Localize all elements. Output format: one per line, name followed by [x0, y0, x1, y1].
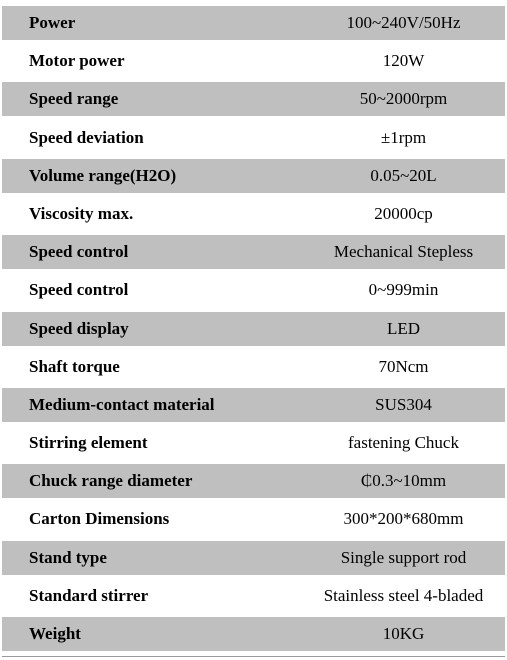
spec-value: Single support rod — [340, 547, 467, 567]
spec-label: Stirring element — [29, 433, 148, 453]
spec-value: SUS304 — [375, 394, 432, 414]
spec-value: 300*200*680mm — [343, 509, 464, 529]
spec-row-speed-control-timer — [2, 273, 505, 307]
spec-value: 100~240V/50Hz — [346, 13, 461, 32]
spec-row-speed-range — [2, 82, 505, 116]
spec-row-speed-control-type — [2, 235, 505, 269]
spec-label: Weight — [29, 624, 81, 643]
spec-row-weight — [2, 617, 505, 651]
spec-label: Volume range(H2O) — [29, 165, 177, 185]
spec-label: Motor power — [29, 51, 125, 71]
spec-row-speed-display — [2, 312, 505, 346]
spec-label: Stand type — [29, 547, 107, 567]
spec-value: 10KG — [382, 624, 425, 643]
spec-value: 50~2000rpm — [359, 89, 448, 109]
spec-row-shaft-torque — [2, 350, 505, 384]
spec-label: Chuck range diameter — [29, 471, 193, 491]
spec-value: 20000cp — [374, 203, 433, 223]
spec-value: Mechanical Stepless — [333, 242, 474, 262]
spec-row-stand-type — [2, 541, 505, 575]
spec-label: Power — [29, 13, 76, 32]
spec-row-carton-dimensions — [2, 502, 505, 536]
spec-row-speed-deviation — [2, 121, 505, 155]
spec-label: Medium-contact material — [29, 394, 215, 414]
spec-row-viscosity — [2, 197, 505, 231]
spec-value: fastening Chuck — [348, 433, 459, 453]
spec-label: Speed range — [29, 89, 119, 109]
spec-label: Speed control — [29, 242, 129, 262]
spec-value: Stainless steel 4-bladed — [323, 585, 484, 605]
spec-label: Speed display — [29, 318, 129, 338]
spec-row-stirring-element — [2, 426, 505, 460]
spec-label: Standard stirrer — [29, 585, 149, 605]
table-bottom-rule — [2, 656, 505, 657]
spec-label: Shaft torque — [29, 356, 120, 376]
spec-value: 70Ncm — [378, 356, 429, 376]
spec-value: 120W — [382, 51, 425, 71]
spec-label: Speed deviation — [29, 127, 144, 147]
spec-label: Carton Dimensions — [29, 509, 170, 529]
spec-value: LED — [386, 318, 421, 338]
spec-value: 0.05~20L — [370, 165, 437, 185]
spec-label: Speed control — [29, 280, 129, 300]
spec-row-volume-range — [2, 159, 505, 193]
spec-value: ₵0.3~10mm — [360, 471, 447, 491]
spec-row-standard-stirrer — [2, 579, 505, 613]
spec-table — [2, 6, 505, 655]
spec-value: 0~999min — [368, 280, 439, 300]
spec-row-chuck-range — [2, 464, 505, 498]
spec-row-medium-contact-material — [2, 388, 505, 422]
spec-value: ±1rpm — [380, 127, 427, 147]
spec-row-power — [2, 6, 505, 40]
spec-label: Viscosity max. — [29, 203, 134, 223]
spec-row-motor-power — [2, 44, 505, 78]
